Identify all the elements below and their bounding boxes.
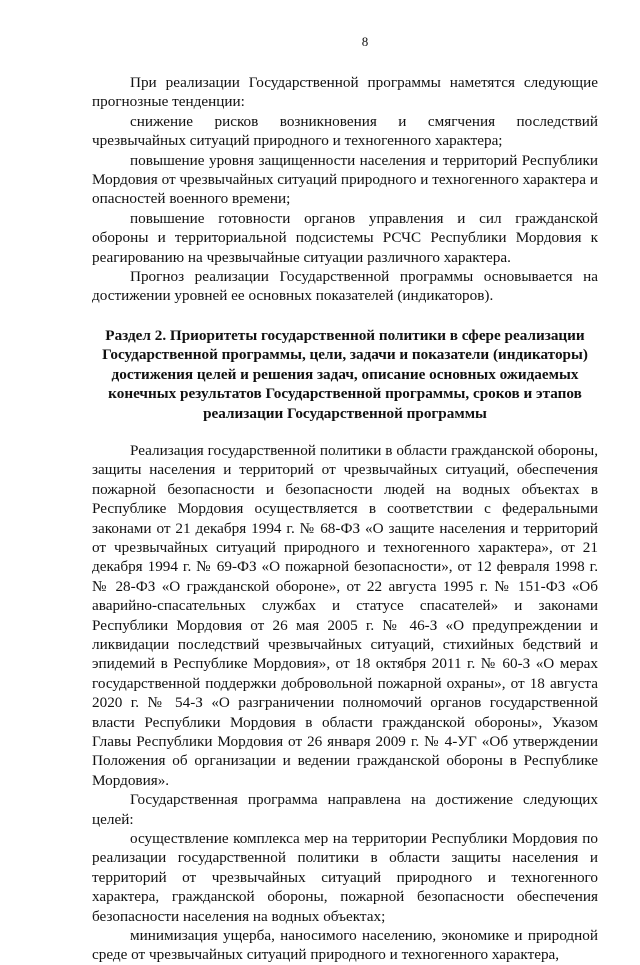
intro-paragraph-3: повышение уровня защищенности населения и территорий Республики Мордовия от чрезвычайных ситуаций природного и техногенного характера и опасностей военного времени; [92,151,598,208]
intro-paragraph-5: Прогноз реализации Государственной программы основывается на достижении уровней ее основных показателей (индикаторов). [92,268,598,305]
intro-paragraph-4: повышение готовности органов управления и сил гражданской обороны и территориальной подсистемы РСЧС Республики Мордовия к реагированию на чрезвычайные ситуации различного характера. [92,209,598,266]
page-number: 8 [361,34,369,49]
section-heading: Раздел 2. Приоритеты государственной политики в сфере реализации Государственной программы, цели, задачи и показатели (индикаторы) достижения целей и решения задач, описание основных ожидаемых конечных результатов Государственной программы, сроков и этапов реализации Государственной программы [102,326,588,422]
intro-paragraph-1: При реализации Государственной программы наметятся следующие прогнозные тенденции: [92,74,598,111]
intro-paragraph-2: снижение рисков возникновения и смягчения последствий чрезвычайных ситуаций природного и техногенного характера; [92,112,598,150]
body-paragraph-3: осуществление комплекса мер на территории Республики Мордовия по реализации государственной политики в области защиты населения и территорий от чрезвычайных ситуаций природного и техногенного характера, гражданской обороны, пожарной безопасности обеспечения безопасности населения на водных объектах; [92,830,598,925]
body-paragraph-4: минимизация ущерба, наносимого населению, экономике и природной среде от чрезвычайных ситуаций природного и техногенного характера, [92,927,598,964]
body-paragraph-1: Реализация государственной политики в области гражданской обороны, защиты населения и территорий от чрезвычайных ситуаций, обеспечения пожарной безопасности и безопасности людей на водных объектах в Республике Мордовия осуществляется в соответствии с федеральными законами от 21 декабря 1994 г. № 68-ФЗ «О защите населения и территорий от чрезвычайных ситуаций природного и техногенного характера», от 21 декабря 1994 г. № 69-ФЗ «О пожарной безопасности», от 12 февраля 1998 г. № 28-ФЗ «О гражданской обороне», от 22 августа 1995 г. № 151-ФЗ «Об аварийно-спасательных службах и статусе спасателей» и законами Республики Мордовия от 26 мая 2005 г. № 46-З «О предупреждении и ликвидации последствий чрезвычайных ситуаций, стихийных бедствий и эпидемий в Республике Мордовия», от 18 октября 2011 г. № 60-З «О мерах государственной поддержки добровольной пожарной охраны», от 18 августа 2020 г. № 54-З «О разграничении полномочий органов государственной власти Республики Мордовия в области гражданской обороны», Указом Главы Республики Мордовия от 26 января 2009 г. № 4-УГ «Об утверждении Положения об организации и ведении гражданской обороны в Республике Мордовия». [92,441,598,789]
body-paragraph-2: Государственная программа направлена на достижение следующих целей: [92,791,598,828]
